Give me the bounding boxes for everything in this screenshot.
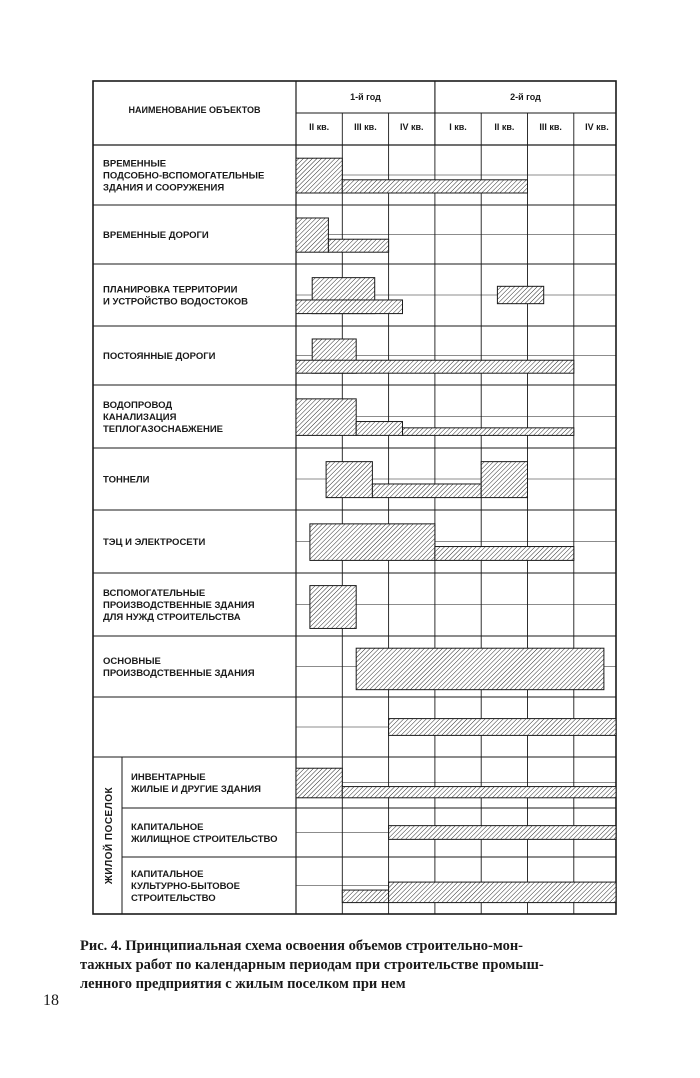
row-label: И УСТРОЙСТВО ВОДОСТОКОВ	[103, 296, 248, 308]
row-label: ПЛАНИРОВКА ТЕРРИТОРИИ	[103, 284, 238, 296]
row-label: ЗДАНИЯ И СООРУЖЕНИЯ	[103, 182, 225, 194]
quarter-header-3: IV кв.	[399, 122, 424, 132]
row-label: ВРЕМЕННЫЕ	[103, 158, 167, 170]
schedule-bar	[356, 422, 402, 436]
schedule-bar	[326, 462, 372, 498]
row-label: ДЛЯ НУЖД СТРОИТЕЛЬСТВА	[103, 612, 241, 624]
schedule-bar	[372, 484, 481, 498]
quarter-header-4: I кв.	[449, 122, 467, 132]
year-header-1: 1-й год	[350, 92, 381, 102]
year-header-2: 2-й год	[510, 92, 541, 102]
schedule-bar	[389, 719, 616, 736]
name-column-header: НАИМЕНОВАНИЕ ОБЪЕКТОВ	[128, 105, 261, 115]
row-label: ЖИЛЫЕ И ДРУГИЕ ЗДАНИЯ	[131, 784, 261, 796]
schedule-bar	[310, 586, 356, 629]
quarter-header-7: IV кв.	[585, 122, 609, 132]
row-label: ПРОИЗВОДСТВЕННЫЕ ЗДАНИЯ	[103, 668, 255, 680]
row-label: КАПИТАЛЬНОЕ	[131, 821, 204, 833]
schedule-bar	[296, 360, 574, 373]
row-label: ТЕПЛОГАЗОСНАБЖЕНИЕ	[103, 424, 224, 436]
quarter-header-6: III кв.	[539, 122, 562, 132]
row-label: ЖИЛИЩНОЕ СТРОИТЕЛЬСТВО	[131, 834, 278, 846]
schedule-bar	[342, 180, 527, 193]
caption-line: Рис. 4. Принципиальная схема освоения объемов строительно-мон-	[80, 938, 524, 954]
page-number: 18	[43, 992, 59, 1009]
schedule-bar	[296, 399, 356, 436]
row-label: ТОННЕЛИ	[103, 474, 150, 486]
schedule-bar	[356, 648, 604, 689]
row-label: ТЭЦ И ЭЛЕКТРОСЕТИ	[103, 537, 206, 548]
schedule-bar	[342, 890, 388, 903]
row-label: КАПИТАЛЬНОЕ	[131, 868, 204, 880]
schedule-bar	[328, 239, 388, 252]
row-label: ВСПОМОГАТЕЛЬНЫЕ	[103, 587, 206, 599]
schedule-bar	[296, 768, 342, 798]
schedule-bar	[481, 462, 527, 498]
schedule-bar	[296, 218, 328, 252]
row-label: КУЛЬТУРНО-БЫТОВОЕ	[131, 881, 241, 892]
row-label: ПРОИЗВОДСТВЕННЫЕ ЗДАНИЯ	[103, 600, 255, 611]
quarter-header-5: II кв.	[494, 122, 515, 132]
caption-line: тажных работ по календарным периодам при строительстве промыш-	[80, 957, 544, 973]
row-label: КАНАЛИЗАЦИЯ	[103, 412, 177, 423]
schedule-bar	[310, 524, 435, 561]
schedule-bar	[342, 787, 616, 798]
row-label: ОСНОВНЫЕ	[103, 655, 161, 667]
row-label: ПОДСОБНО-ВСПОМОГАТЕЛЬНЫЕ	[103, 170, 265, 182]
schedule-bar	[296, 300, 402, 314]
group-label-residential: ЖИЛОЙ ПОСЕЛОК	[104, 786, 115, 885]
schedule-bar	[497, 286, 543, 303]
figure-caption	[80, 937, 620, 994]
caption-line: ленного предприятия с жилым поселком при нем	[80, 976, 406, 992]
row-label: ПОСТОЯННЫЕ ДОРОГИ	[103, 351, 216, 362]
quarter-header-2: III кв.	[354, 122, 377, 132]
schedule-bar	[296, 158, 342, 193]
row-label: ВРЕМЕННЫЕ ДОРОГИ	[103, 230, 209, 241]
schedule-bar	[435, 547, 574, 561]
row-label: ИНВЕНТАРНЫЕ	[131, 771, 206, 783]
row-label: СТРОИТЕЛЬСТВО	[131, 893, 216, 905]
schedule-bar	[389, 826, 616, 840]
row-label: ВОДОПРОВОД	[103, 399, 173, 411]
quarter-header-1: II кв.	[309, 122, 330, 132]
schedule-bar	[389, 882, 616, 903]
schedule-bar	[402, 428, 573, 436]
